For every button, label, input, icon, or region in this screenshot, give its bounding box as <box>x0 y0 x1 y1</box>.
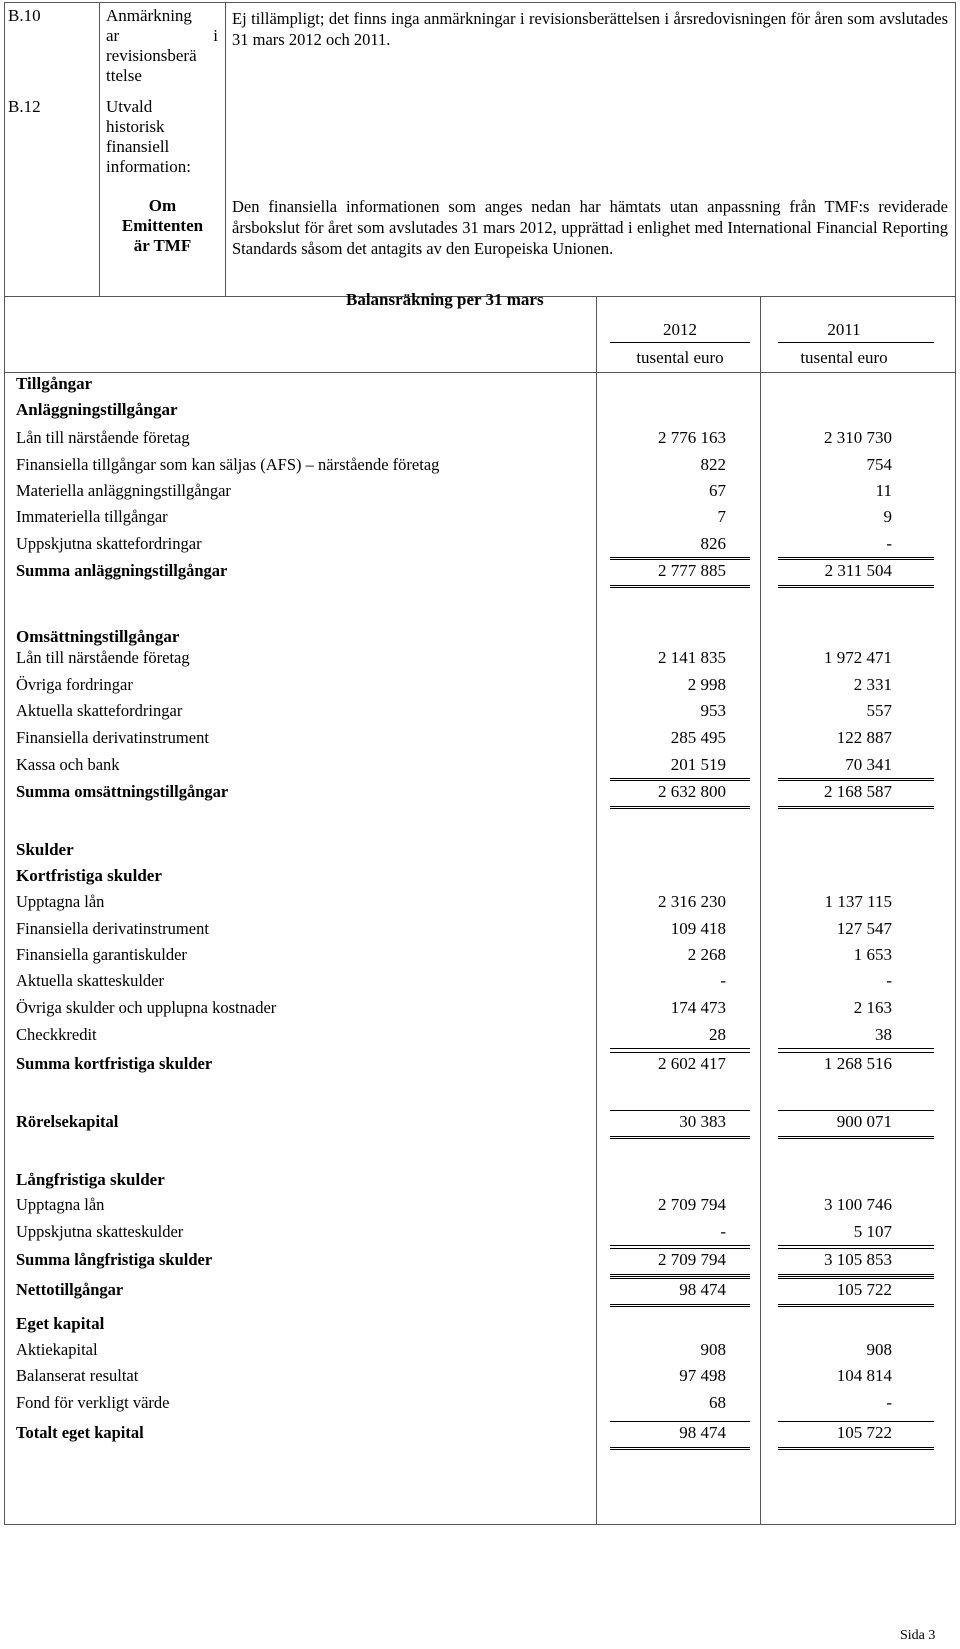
total-overline <box>778 1278 934 1279</box>
row-label-text: Aktiekapital <box>16 1340 98 1359</box>
row-label <box>16 782 596 803</box>
value-2012: 2 141 835 <box>658 648 726 667</box>
row-label-text: Materiella anläggningstillgångar <box>16 481 231 500</box>
value-2011: 3 100 746 <box>824 1195 892 1214</box>
total-double-underline <box>778 585 934 588</box>
subtotal-underline <box>778 557 934 558</box>
row-label-text: Rörelsekapital <box>16 1112 119 1131</box>
total-double-underline <box>610 806 750 809</box>
page-number: Sida 3 <box>900 1628 936 1643</box>
row-label <box>16 919 596 940</box>
value-2012: 2 776 163 <box>658 428 726 447</box>
value-2011: 908 <box>866 1340 892 1359</box>
row-label <box>16 1222 596 1243</box>
value-2012: 174 473 <box>670 998 726 1017</box>
value-2011: 105 722 <box>836 1280 892 1299</box>
item-title-line: Utvald <box>106 97 153 116</box>
column-unit-2011: tusental euro <box>800 348 888 367</box>
value-2011: - <box>886 534 892 553</box>
total-overline <box>610 559 750 560</box>
row-label <box>16 728 596 749</box>
value-2011: 127 547 <box>836 919 892 938</box>
item-title-line: information: <box>106 157 191 176</box>
row-label-text: Övriga skulder och upplupna kostnader <box>16 998 277 1017</box>
row-label <box>16 1054 596 1075</box>
total-overline <box>778 1052 934 1053</box>
row-label-text: Övriga fordringar <box>16 675 133 694</box>
value-2012: 30 383 <box>679 1112 726 1131</box>
row-label <box>16 648 596 669</box>
row-label-text: Finansiella derivatinstrument <box>16 919 209 938</box>
value-2012: 2 268 <box>687 945 726 964</box>
item-title <box>106 6 218 86</box>
value-2011: - <box>886 971 892 990</box>
total-overline <box>778 559 934 560</box>
heading-liabilities: Skulder <box>16 840 74 859</box>
total-overline <box>610 780 750 781</box>
value-2011: 122 887 <box>836 728 892 747</box>
row-label <box>16 1280 596 1301</box>
value-2011: 1 653 <box>853 945 892 964</box>
value-2011: 2 311 504 <box>824 561 892 580</box>
row-label <box>16 455 596 476</box>
value-2012: - <box>720 971 726 990</box>
value-2012: 98 474 <box>679 1280 726 1299</box>
total-overline <box>778 780 934 781</box>
row-label <box>16 1025 596 1046</box>
item-title-line <box>106 26 218 46</box>
row-label <box>16 1112 596 1133</box>
subtotal-underline <box>778 778 934 779</box>
sub-title-line: är TMF <box>133 236 192 255</box>
row-label-text: Totalt eget kapital <box>16 1423 144 1442</box>
heading-fixed-assets: Anläggningstillgångar <box>16 400 178 419</box>
total-double-underline <box>778 1136 934 1139</box>
row-label-text: Kassa och bank <box>16 755 120 774</box>
row-label-text: Lån till närstående företag <box>16 648 190 667</box>
value-2011: 1 972 471 <box>824 648 892 667</box>
total-overline <box>610 1421 750 1422</box>
total-overline <box>778 1248 934 1249</box>
row-label-text: Finansiella tillgångar som kan säljas (AFS) – närstående företag <box>16 455 440 474</box>
row-label-text: Summa långfristiga skulder <box>16 1250 213 1269</box>
row-label-text: Nettotillgångar <box>16 1280 124 1299</box>
total-overline <box>778 1110 934 1111</box>
column-year-2012: 2012 <box>663 320 697 339</box>
value-2012: 908 <box>700 1340 726 1359</box>
header-underline <box>610 342 750 343</box>
value-2012: 2 709 794 <box>658 1195 726 1214</box>
value-2012: 68 <box>709 1393 726 1412</box>
row-label-text: Uppskjutna skattefordringar <box>16 534 202 553</box>
row-label <box>16 534 596 555</box>
title-part: i <box>213 26 218 45</box>
row-label <box>16 675 596 696</box>
item-code: B.12 <box>8 97 41 116</box>
row-label <box>16 507 596 528</box>
value-2012: - <box>720 1222 726 1241</box>
value-2012: 953 <box>700 701 726 720</box>
subtotal-underline <box>778 1245 934 1246</box>
row-label-text: Aktuella skatteskulder <box>16 971 165 990</box>
row-label <box>16 1195 596 1216</box>
balance-sheet-title: Balansräkning per 31 mars <box>346 290 544 309</box>
value-2012: 285 495 <box>670 728 726 747</box>
row-label <box>16 561 596 582</box>
subtotal-underline <box>610 557 750 558</box>
total-overline <box>610 1052 750 1053</box>
dot-leader <box>16 1356 596 1357</box>
row-label-text: Immateriella tillgångar <box>16 507 168 526</box>
row-label <box>16 998 596 1019</box>
item-title-line: historisk <box>106 117 165 136</box>
item-title-line: ttelse <box>106 66 142 85</box>
value-2011: 557 <box>866 701 892 720</box>
item-title-line: finansiell <box>106 137 170 156</box>
value-2011: 105 722 <box>836 1423 892 1442</box>
row-label-text: Finansiella derivatinstrument <box>16 728 209 747</box>
header-underline <box>778 342 934 343</box>
row-label-text: Fond för verkligt värde <box>16 1393 170 1412</box>
row-label-text: Aktuella skattefordringar <box>16 701 183 720</box>
value-2011: 754 <box>866 455 892 474</box>
row-label-text: Summa kortfristiga skulder <box>16 1054 213 1073</box>
row-label <box>16 428 596 449</box>
value-2011: 38 <box>875 1025 892 1044</box>
subtotal-underline <box>778 1048 934 1049</box>
column-unit-2012: tusental euro <box>636 348 724 367</box>
value-2011: 11 <box>875 481 892 500</box>
value-2011: 5 107 <box>853 1222 892 1241</box>
value-2012: 97 498 <box>679 1366 726 1385</box>
value-2011: 2 168 587 <box>824 782 892 801</box>
sub-title-line: Emittenten <box>121 216 204 235</box>
row-label-text: Checkkredit <box>16 1025 97 1044</box>
column-year-2011: 2011 <box>827 320 861 339</box>
row-label-text: Summa omsättningstillgångar <box>16 782 229 801</box>
value-2011: 104 814 <box>836 1366 892 1385</box>
total-double-underline <box>610 1304 750 1307</box>
total-double-underline <box>778 1274 934 1277</box>
heading-equity: Eget kapital <box>16 1314 105 1333</box>
value-2011: 2 163 <box>853 998 892 1017</box>
value-2012: 2 316 230 <box>658 892 726 911</box>
sub-title <box>100 196 225 256</box>
item-title <box>106 97 218 177</box>
value-2011: 1 137 115 <box>824 892 892 911</box>
row-label <box>16 481 596 502</box>
value-2012: 28 <box>709 1025 726 1044</box>
value-2012: 201 519 <box>670 755 726 774</box>
item-code: B.10 <box>8 6 41 25</box>
heading-assets: Tillgångar <box>16 374 93 393</box>
subtotal-underline <box>610 1048 750 1049</box>
value-2012: 2 998 <box>687 675 726 694</box>
value-2011: 900 071 <box>836 1112 892 1131</box>
row-label <box>16 1393 596 1414</box>
row-label <box>16 945 596 966</box>
total-double-underline <box>778 1447 934 1450</box>
row-label-text: Upptagna lån <box>16 892 105 911</box>
heading-current-liabilities: Kortfristiga skulder <box>16 866 162 885</box>
total-overline <box>778 1421 934 1422</box>
value-2011: 70 341 <box>845 755 892 774</box>
heading-current-assets: Omsättningstillgångar <box>16 627 180 646</box>
intro-paragraph: Den finansiella informationen som anges nedan har hämtats utan anpassning från TMF:s reviderade årsbokslut för året som avslutades 31 mars 2012, upprättad i enlighet med International Financial Reporting Standards såsom det antagits av den Europeiska Unionen. <box>232 197 948 258</box>
header-row-divider <box>4 372 956 373</box>
subtotal-underline <box>610 1245 750 1246</box>
column-divider <box>225 2 226 296</box>
row-label-text: Uppskjutna skatteskulder <box>16 1222 184 1241</box>
value-2011: 2 310 730 <box>824 428 892 447</box>
row-label <box>16 971 596 992</box>
total-overline <box>610 1248 750 1249</box>
item-title-line: revisionsberä <box>106 46 197 65</box>
title-part: ar <box>106 26 120 45</box>
total-double-underline <box>610 1447 750 1450</box>
row-label-text: Balanserat resultat <box>16 1366 139 1385</box>
row-label <box>16 701 596 722</box>
row-label <box>16 1250 596 1271</box>
subtotal-underline <box>610 778 750 779</box>
value-2011: - <box>886 1393 892 1412</box>
total-double-underline <box>778 806 934 809</box>
value-2012: 2 602 417 <box>658 1054 726 1073</box>
value-2011: 3 105 853 <box>824 1250 892 1269</box>
value-2011: 9 <box>883 507 892 526</box>
row-label <box>16 755 596 776</box>
row-label <box>16 1423 596 1444</box>
value-2011: 2 331 <box>853 675 892 694</box>
dot-leader <box>16 1041 596 1042</box>
row-label <box>16 892 596 913</box>
auditor-remark-text: Ej tillämpligt; det finns inga anmärkningar i revisionsberättelsen i årsredovisningen för åren som avslutades 31 mars 2012 och 2011. <box>232 9 948 49</box>
row-label-text: Upptagna lån <box>16 1195 105 1214</box>
value-2011: 1 268 516 <box>824 1054 892 1073</box>
value-2012: 7 <box>717 507 726 526</box>
row-label-text: Finansiella garantiskulder <box>16 945 187 964</box>
row-label <box>16 1340 596 1361</box>
row-label-text: Lån till närstående företag <box>16 428 190 447</box>
total-double-underline <box>610 1136 750 1139</box>
total-double-underline <box>610 1274 750 1277</box>
value-2012: 822 <box>700 455 726 474</box>
value-2012: 109 418 <box>670 919 726 938</box>
row-label-text: Summa anläggningstillgångar <box>16 561 228 580</box>
value-2012: 98 474 <box>679 1423 726 1442</box>
value-2012: 826 <box>700 534 726 553</box>
total-double-underline <box>610 585 750 588</box>
value-2012: 2 709 794 <box>658 1250 726 1269</box>
row-label <box>16 1366 596 1387</box>
total-overline <box>610 1278 750 1279</box>
total-overline <box>610 1110 750 1111</box>
value-2012: 2 777 885 <box>658 561 726 580</box>
item-title-line: Anmärkning <box>106 6 192 25</box>
total-double-underline <box>778 1304 934 1307</box>
value-2012: 67 <box>709 481 726 500</box>
sub-title-line: Om <box>148 196 177 215</box>
value-2012: 2 632 800 <box>658 782 726 801</box>
heading-long-term-liabilities: Långfristiga skulder <box>16 1170 165 1189</box>
